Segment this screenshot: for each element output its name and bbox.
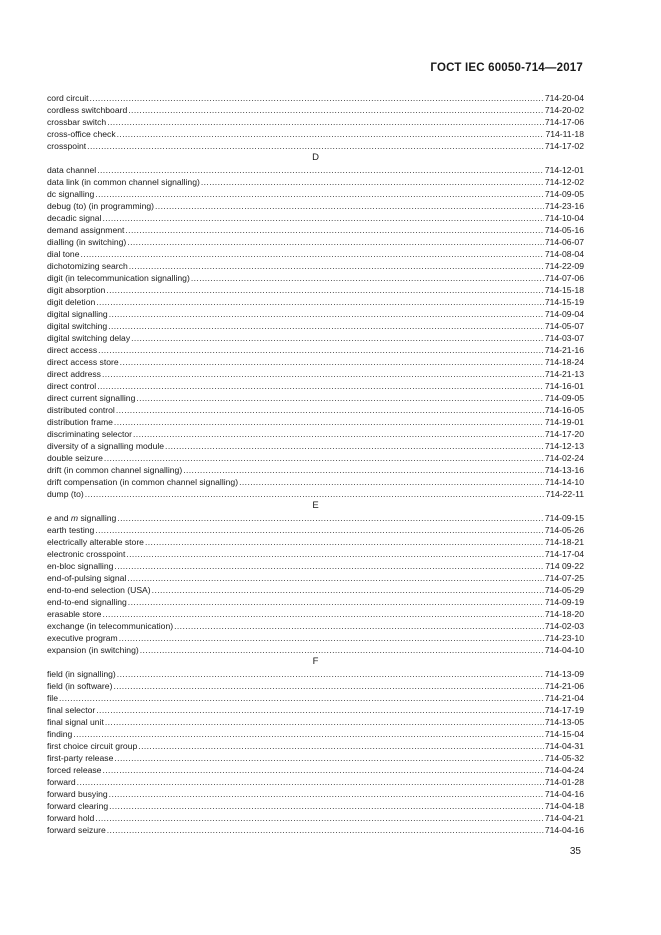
entry-term: digit absorption	[47, 285, 106, 295]
entry-term: crossbar switch	[47, 117, 107, 127]
dot-leader	[117, 668, 544, 680]
entry-code: 714-13-09	[544, 669, 584, 679]
dot-leader	[128, 104, 544, 116]
dot-leader	[120, 356, 544, 368]
dot-leader	[133, 428, 544, 440]
index-entry	[47, 104, 584, 116]
entry-term: drift compensation (in common channel signalling)	[47, 477, 239, 487]
entry-term: diversity of a signalling module	[47, 441, 165, 451]
dot-leader	[95, 812, 544, 824]
entry-code: 714-19-01	[544, 417, 584, 427]
entry-term: field (in signalling)	[47, 669, 116, 679]
index-entry	[47, 368, 584, 380]
entry-code: 714-08-04	[544, 249, 584, 259]
entry-code: 714-21-13	[544, 369, 584, 379]
dot-leader	[85, 488, 545, 500]
entry-code: 714-20-04	[544, 93, 584, 103]
dot-leader	[73, 728, 543, 740]
entry-term: first-party release	[47, 753, 114, 763]
index-entry	[47, 764, 584, 776]
index-entry	[47, 536, 584, 548]
dot-leader	[127, 572, 544, 584]
entry-code: 714-01-28	[544, 777, 584, 787]
entry-term: digital switching delay	[47, 333, 131, 343]
entry-term: electrically alterable store	[47, 537, 144, 547]
entry-code: 714-16-01	[544, 381, 584, 391]
dot-leader	[114, 752, 543, 764]
entry-code: 714-14-10	[544, 477, 584, 487]
entry-code: 714-07-06	[544, 273, 584, 283]
index-entry	[47, 380, 584, 392]
index-entry	[47, 560, 584, 572]
entry-code: 714-04-21	[544, 813, 584, 823]
entry-term: dump (to)	[47, 489, 84, 499]
index-entry	[47, 524, 584, 536]
dot-leader	[105, 716, 544, 728]
entry-code: 714-23-16	[544, 201, 584, 211]
index-entry	[47, 188, 584, 200]
entry-term: final selector	[47, 705, 96, 715]
entry-term: en-bloc signalling	[47, 561, 114, 571]
entry-code: 714-17-19	[544, 705, 584, 715]
index-entry	[47, 584, 584, 596]
index-entry	[47, 320, 584, 332]
dot-leader	[98, 344, 544, 356]
entry-term: demand assignment	[47, 225, 125, 235]
dot-leader	[108, 320, 544, 332]
dot-leader	[102, 368, 544, 380]
entry-term: forced release	[47, 765, 102, 775]
index-entry	[47, 92, 584, 104]
section-letter: E	[312, 500, 319, 511]
entry-code: 714-04-31	[544, 741, 584, 751]
entry-code: 714-04-16	[544, 825, 584, 835]
entry-code: 714-04-24	[544, 765, 584, 775]
entry-term: forward busying	[47, 789, 108, 799]
index-entry	[47, 440, 584, 452]
term-part: signalling	[78, 513, 117, 523]
entry-term: discriminating selector	[47, 429, 133, 439]
entry-term: digital signalling	[47, 309, 108, 319]
entry-term: direct current signalling	[47, 393, 136, 403]
entry-term: exchange (in telecommunication)	[47, 621, 174, 631]
dot-leader	[117, 128, 545, 140]
index-entry	[47, 308, 584, 320]
entry-term: electronic crosspoint	[47, 549, 126, 559]
dot-leader	[95, 524, 544, 536]
index-entry	[47, 716, 584, 728]
dot-leader	[87, 140, 544, 152]
dot-leader	[131, 332, 544, 344]
index-entry	[47, 512, 584, 524]
entry-code: 714-22-11	[545, 489, 584, 499]
entry-code: 714-07-25	[544, 573, 584, 583]
term-index	[47, 92, 584, 836]
dot-leader	[102, 764, 543, 776]
index-entry	[47, 788, 584, 800]
dot-leader	[109, 788, 544, 800]
page-number: 35	[569, 846, 581, 857]
entry-code: 714-18-21	[544, 537, 584, 547]
index-entry	[47, 212, 584, 224]
index-entry	[47, 128, 584, 140]
index-entry	[47, 356, 584, 368]
dot-leader	[201, 176, 544, 188]
entry-code: 714 09-22	[545, 561, 584, 571]
entry-term: first choice circuit group	[47, 741, 138, 751]
entry-term: dialling (in switching)	[47, 237, 127, 247]
index-entry	[47, 644, 584, 656]
dot-leader	[95, 188, 544, 200]
entry-code: 714-21-06	[544, 681, 584, 691]
entry-code: 714-18-20	[544, 609, 584, 619]
dot-leader	[109, 308, 544, 320]
entry-term: direct control	[47, 381, 97, 391]
entry-code: 714-11-18	[545, 129, 584, 139]
dot-leader	[117, 512, 544, 524]
index-entry	[47, 236, 584, 248]
entry-code: 714-13-16	[544, 465, 584, 475]
dot-leader	[155, 200, 544, 212]
index-entry	[47, 464, 584, 476]
entry-term: expansion (in switching)	[47, 645, 139, 655]
entry-code: 714-18-24	[544, 357, 584, 367]
index-entry	[47, 596, 584, 608]
entry-code: 714-05-26	[544, 525, 584, 535]
index-entry	[47, 224, 584, 236]
section-letter: D	[312, 152, 319, 163]
entry-term: erasable store	[47, 609, 102, 619]
entry-term: dichotomizing search	[47, 261, 128, 271]
index-entry	[47, 416, 584, 428]
entry-term: end-of-pulsing signal	[47, 573, 127, 583]
entry-term: data channel	[47, 165, 97, 175]
dot-leader	[165, 440, 544, 452]
entry-term: dc signalling	[47, 189, 95, 199]
index-entry	[47, 488, 584, 500]
index-entry	[47, 200, 584, 212]
index-entry	[47, 428, 584, 440]
entry-term: end-to-end signalling	[47, 597, 127, 607]
entry-code: 714-04-18	[544, 801, 584, 811]
index-entry	[47, 548, 584, 560]
entry-term: debug (to) (in programming)	[47, 201, 154, 211]
entry-term: distributed control	[47, 405, 115, 415]
entry-code: 714-09-05	[544, 189, 584, 199]
entry-code: 714-20-02	[544, 105, 584, 115]
entry-term: forward seizure	[47, 825, 106, 835]
term-part: m	[70, 513, 79, 523]
dot-leader	[107, 116, 544, 128]
entry-term: finding	[47, 729, 73, 739]
dot-leader	[128, 596, 544, 608]
index-entry	[47, 668, 584, 680]
entry-term: direct access store	[47, 357, 119, 367]
entry-term: cord circuit	[47, 93, 89, 103]
entry-term: file	[47, 693, 58, 703]
entry-code: 714-05-16	[544, 225, 584, 235]
entry-term: direct access	[47, 345, 98, 355]
dot-leader	[96, 296, 544, 308]
index-entry	[47, 728, 584, 740]
entry-code: 714-17-20	[544, 429, 584, 439]
dot-leader	[129, 260, 544, 272]
entry-code: 714-09-15	[544, 513, 584, 523]
entry-term: field (in software)	[47, 681, 113, 691]
entry-code: 714-12-01	[544, 165, 584, 175]
index-entry	[47, 608, 584, 620]
entry-code: 714-02-24	[544, 453, 584, 463]
index-entry	[47, 680, 584, 692]
section-letter: F	[312, 656, 319, 667]
entry-term: executive program	[47, 633, 118, 643]
entry-term: cordless switchboard	[47, 105, 128, 115]
entry-code: 714-09-19	[544, 597, 584, 607]
dot-leader	[152, 584, 544, 596]
index-entry	[47, 704, 584, 716]
index-entry	[47, 260, 584, 272]
entry-code: 714-15-19	[544, 297, 584, 307]
index-entry	[47, 476, 584, 488]
index-entry	[47, 392, 584, 404]
entry-code: 714-17-02	[544, 141, 584, 151]
dot-leader	[239, 476, 544, 488]
entry-code: 714-16-05	[544, 405, 584, 415]
index-entry	[47, 620, 584, 632]
dot-leader	[106, 284, 544, 296]
entry-code: 714-04-16	[544, 789, 584, 799]
dot-leader	[126, 548, 543, 560]
entry-code: 714-09-05	[544, 393, 584, 403]
term-part: e	[47, 513, 52, 523]
entry-code: 714-17-04	[544, 549, 584, 559]
index-entry	[47, 344, 584, 356]
dot-leader	[125, 224, 543, 236]
dot-leader	[109, 800, 544, 812]
entry-code: 714-21-04	[544, 693, 584, 703]
entry-term: direct address	[47, 369, 101, 379]
dot-leader	[97, 164, 544, 176]
dot-leader	[113, 680, 543, 692]
dot-leader	[174, 620, 544, 632]
entry-code: 714-09-04	[544, 309, 584, 319]
entry-term: double seizure	[47, 453, 103, 463]
index-entry	[47, 740, 584, 752]
entry-term: crosspoint	[47, 141, 87, 151]
index-entry	[47, 176, 584, 188]
index-entry	[47, 332, 584, 344]
entry-term: earth testing	[47, 525, 95, 535]
dot-leader	[77, 776, 544, 788]
entry-code: 714-17-06	[544, 117, 584, 127]
index-entry	[47, 632, 584, 644]
entry-code: 714-05-07	[544, 321, 584, 331]
entry-code: 714-15-18	[544, 285, 584, 295]
dot-leader	[140, 644, 544, 656]
entry-term: forward	[47, 777, 76, 787]
dot-leader	[191, 272, 544, 284]
entry-code: 714-10-04	[544, 213, 584, 223]
entry-code: 714-05-29	[544, 585, 584, 595]
index-entry	[47, 404, 584, 416]
index-entry	[47, 752, 584, 764]
dot-leader	[81, 248, 544, 260]
entry-term: forward clearing	[47, 801, 109, 811]
entry-term: digital switching	[47, 321, 108, 331]
term-part: and	[51, 513, 71, 523]
dot-leader	[138, 740, 544, 752]
entry-term: forward hold	[47, 813, 95, 823]
entry-code: 714-13-05	[544, 717, 584, 727]
index-entry	[47, 692, 584, 704]
dot-leader	[102, 212, 543, 224]
entry-term	[47, 512, 116, 524]
index-entry	[47, 452, 584, 464]
entry-term: distribution frame	[47, 417, 113, 427]
entry-code: 714-06-07	[544, 237, 584, 247]
entry-code: 714-05-32	[544, 753, 584, 763]
dot-leader	[104, 452, 544, 464]
entry-code: 714-02-03	[544, 621, 584, 631]
document-header: ГОСТ IEC 60050-714—2017	[430, 62, 583, 74]
index-entry	[47, 824, 584, 836]
dot-leader	[127, 236, 544, 248]
index-entry	[47, 800, 584, 812]
index-entry	[47, 296, 584, 308]
dot-leader	[90, 92, 544, 104]
index-entry	[47, 140, 584, 152]
entry-code: 714-23-10	[544, 633, 584, 643]
entry-code: 714-12-13	[544, 441, 584, 451]
dot-leader	[114, 416, 544, 428]
entry-term: final signal unit	[47, 717, 104, 727]
dot-leader	[102, 608, 543, 620]
index-entry	[47, 248, 584, 260]
dot-leader	[96, 704, 544, 716]
entry-code: 714-22-09	[544, 261, 584, 271]
entry-term: drift (in common channel signalling)	[47, 465, 183, 475]
dot-leader	[116, 404, 544, 416]
index-entry	[47, 164, 584, 176]
dot-leader	[136, 392, 543, 404]
entry-code: 714-03-07	[544, 333, 584, 343]
entry-code: 714-04-10	[544, 645, 584, 655]
entry-term: digit (in telecommunication signalling)	[47, 273, 190, 283]
entry-term: dial tone	[47, 249, 80, 259]
dot-leader	[145, 536, 544, 548]
index-entry	[47, 812, 584, 824]
dot-leader	[183, 464, 544, 476]
dot-leader	[59, 692, 544, 704]
dot-leader	[97, 380, 544, 392]
entry-term: data link (in common channel signalling)	[47, 177, 200, 187]
entry-term: cross-office check	[47, 129, 116, 139]
index-entry	[47, 776, 584, 788]
entry-code: 714-15-04	[544, 729, 584, 739]
entry-term: digit deletion	[47, 297, 96, 307]
index-entry	[47, 116, 584, 128]
index-entry	[47, 284, 584, 296]
dot-leader	[107, 824, 544, 836]
entry-term: decadic signal	[47, 213, 102, 223]
entry-term: end-to-end selection (USA)	[47, 585, 151, 595]
entry-code: 714-12-02	[544, 177, 584, 187]
index-entry	[47, 572, 584, 584]
entry-code: 714-21-16	[544, 345, 584, 355]
dot-leader	[114, 560, 544, 572]
index-entry	[47, 272, 584, 284]
dot-leader	[119, 632, 544, 644]
